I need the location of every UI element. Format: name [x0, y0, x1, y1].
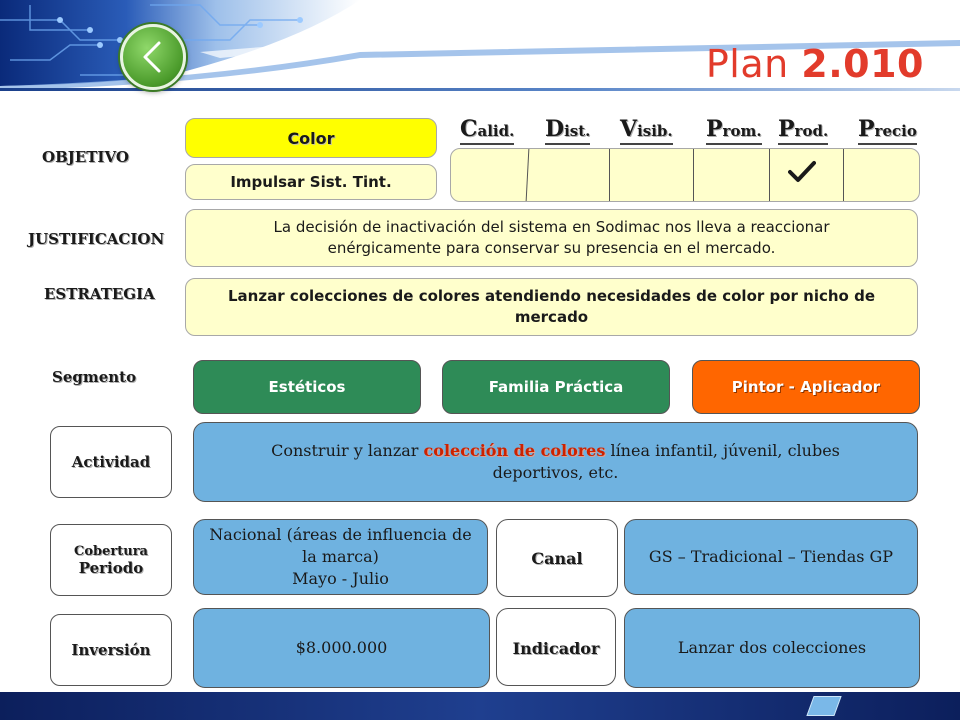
matrix-header-calid: Calid. — [460, 116, 514, 145]
indicador-label: Indicador — [512, 639, 600, 658]
segmento-label: Segmento — [52, 368, 137, 386]
page-title-plain: Plan — [705, 42, 789, 86]
cobertura-periodo-label-box — [50, 524, 172, 596]
back-button[interactable] — [120, 24, 186, 90]
justificacion-box: La decisión de inactivación del sistema en Sodimac nos lleva a reaccionar enérgicamente para conservar su presencia en el mercado. — [185, 209, 918, 267]
canal-label: Canal — [531, 548, 583, 568]
estrategia-label: ESTRATEGIA — [44, 285, 155, 303]
objetivo-color-box: Color — [185, 118, 437, 158]
objetivo-label: OBJETIVO — [42, 148, 129, 166]
matrix-separator — [526, 149, 530, 201]
actividad-highlight: colección de colores — [423, 441, 606, 460]
actividad-label-box — [50, 426, 172, 498]
objetivo-impulsar-box: Impulsar Sist. Tint. — [185, 164, 437, 200]
inversion-label-box — [50, 614, 172, 686]
cobertura-text: Nacional (áreas de influencia de la marca) — [209, 525, 472, 566]
checkmark-icon — [788, 160, 816, 184]
segment-esteticos-button[interactable]: Estéticos — [193, 360, 421, 414]
indicador-box: Lanzar dos colecciones — [624, 608, 920, 688]
footer-bar — [0, 692, 960, 720]
matrix-separator — [693, 149, 694, 201]
actividad-box — [193, 422, 918, 502]
segment-familia-practica-button[interactable]: Familia Práctica — [442, 360, 670, 414]
actividad-text-suffix: línea infantil, júvenil, clubes deportivos, etc. — [492, 441, 840, 482]
periodo-text: Mayo - Julio — [292, 569, 389, 588]
matrix-separator — [609, 149, 610, 201]
actividad-text-prefix: Construir y lanzar — [271, 441, 424, 460]
estrategia-box: Lanzar colecciones de colores atendiendo necesidades de color por nicho de mercado — [185, 278, 918, 336]
segment-pintor-aplicador-button[interactable]: Pintor - Aplicador — [692, 360, 920, 414]
periodo-label: Periodo — [78, 558, 144, 577]
cobertura-label: Cobertura — [74, 543, 148, 559]
chevron-left-icon — [135, 39, 171, 75]
matrix-header-precio: Precio — [858, 116, 917, 145]
matrix-separator — [843, 149, 844, 201]
matrix-header-prom: Prom. — [706, 116, 762, 145]
footer-decoration — [806, 696, 841, 716]
page-title — [706, 42, 924, 86]
inversion-box: $8.000.000 — [193, 608, 490, 688]
canal-label-box — [496, 519, 618, 597]
indicador-label-box — [496, 608, 616, 686]
page-title-bold: 2.010 — [801, 42, 924, 86]
matrix-header-prod: Prod. — [778, 116, 828, 145]
canal-box: GS – Tradicional – Tiendas GP — [624, 519, 918, 595]
cobertura-box — [193, 519, 488, 595]
actividad-label: Actividad — [71, 453, 151, 471]
objetivo-matrix — [450, 148, 920, 202]
matrix-header-dist: Dist. — [545, 116, 590, 145]
matrix-separator — [769, 149, 770, 201]
justificacion-label: JUSTIFICACION — [28, 230, 165, 248]
actividad-text — [234, 440, 877, 484]
inversion-label: Inversión — [71, 641, 151, 659]
matrix-header-visib: Visib. — [620, 116, 673, 145]
